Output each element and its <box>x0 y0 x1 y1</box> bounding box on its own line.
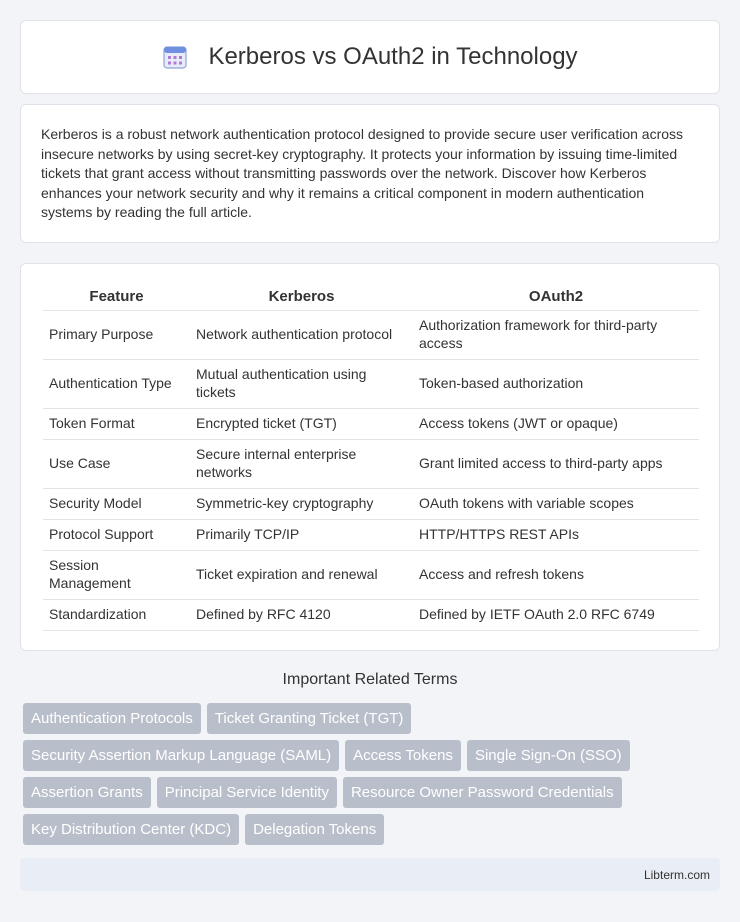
term-tag[interactable]: Single Sign-On (SSO) <box>467 740 630 771</box>
footer-site-link[interactable]: Libterm.com <box>643 867 710 882</box>
table-header-row <box>43 284 699 310</box>
table-cell: Network authentication protocol <box>190 310 413 359</box>
tag-row <box>23 777 723 808</box>
term-tag[interactable]: Key Distribution Center (KDC) <box>23 814 239 845</box>
table-cell: HTTP/HTTPS REST APIs <box>413 519 699 550</box>
table-cell: Security Model <box>43 488 190 519</box>
table-cell: Access tokens (JWT or opaque) <box>413 408 699 439</box>
table-cell: OAuth tokens with variable scopes <box>413 488 699 519</box>
table-cell: Primary Purpose <box>43 310 190 359</box>
intro-text: Kerberos is a robust network authentication protocol designed to provide secure user verification across insecure networks by using secret-key cryptography. It protects your information by issuing time-limited tickets that grant access without transmitting passwords over the network. Discover how Kerberos enhances your network security and why it remains a critical component in modern authentication systems by reading the full article. <box>41 126 684 221</box>
table-cell: Token Format <box>43 408 190 439</box>
column-header-feature: Feature <box>43 284 190 310</box>
tag-row <box>23 814 723 845</box>
term-tag[interactable]: Resource Owner Password Credentials <box>343 777 622 808</box>
table-cell: Authentication Type <box>43 359 190 408</box>
table-cell: Defined by IETF OAuth 2.0 RFC 6749 <box>413 599 699 630</box>
column-header-kerberos: Kerberos <box>190 284 413 310</box>
header-card <box>20 20 720 94</box>
table-cell: Use Case <box>43 439 190 488</box>
table-cell: Grant limited access to third-party apps <box>413 439 699 488</box>
table-row <box>43 488 699 519</box>
table-cell: Defined by RFC 4120 <box>190 599 413 630</box>
term-tag[interactable]: Access Tokens <box>345 740 461 771</box>
table-row <box>43 550 699 599</box>
table-row <box>43 599 699 630</box>
table-cell: Token-based authorization <box>413 359 699 408</box>
table-row <box>43 359 699 408</box>
tag-row <box>23 703 723 734</box>
table-cell: Protocol Support <box>43 519 190 550</box>
comparison-table-card <box>20 263 720 651</box>
column-header-oauth2: OAuth2 <box>413 284 699 310</box>
table-cell: Secure internal enterprise networks <box>190 439 413 488</box>
table-cell: Primarily TCP/IP <box>190 519 413 550</box>
related-terms-list <box>23 703 723 851</box>
table-cell: Standardization <box>43 599 190 630</box>
page-title: Kerberos vs OAuth2 in Technology <box>208 43 578 70</box>
table-cell: Ticket expiration and renewal <box>190 550 413 599</box>
term-tag[interactable]: Delegation Tokens <box>245 814 384 845</box>
table-cell: Session Management <box>43 550 190 599</box>
table-cell: Access and refresh tokens <box>413 550 699 599</box>
table-row <box>43 408 699 439</box>
table-row <box>43 519 699 550</box>
related-terms-title: Important Related Terms <box>282 671 458 688</box>
calendar-icon <box>162 44 188 70</box>
intro-card <box>20 104 720 243</box>
table-cell: Mutual authentication using tickets <box>190 359 413 408</box>
footer <box>20 858 720 891</box>
table-cell: Encrypted ticket (TGT) <box>190 408 413 439</box>
tag-row <box>23 740 723 771</box>
term-tag[interactable]: Assertion Grants <box>23 777 151 808</box>
term-tag[interactable]: Principal Service Identity <box>157 777 337 808</box>
comparison-table <box>43 284 699 631</box>
table-row <box>43 439 699 488</box>
term-tag[interactable]: Ticket Granting Ticket (TGT) <box>207 703 412 734</box>
table-cell: Symmetric-key cryptography <box>190 488 413 519</box>
term-tag[interactable]: Security Assertion Markup Language (SAML) <box>23 740 339 771</box>
term-tag[interactable]: Authentication Protocols <box>23 703 201 734</box>
table-cell: Authorization framework for third-party access <box>413 310 699 359</box>
table-row <box>43 310 699 359</box>
